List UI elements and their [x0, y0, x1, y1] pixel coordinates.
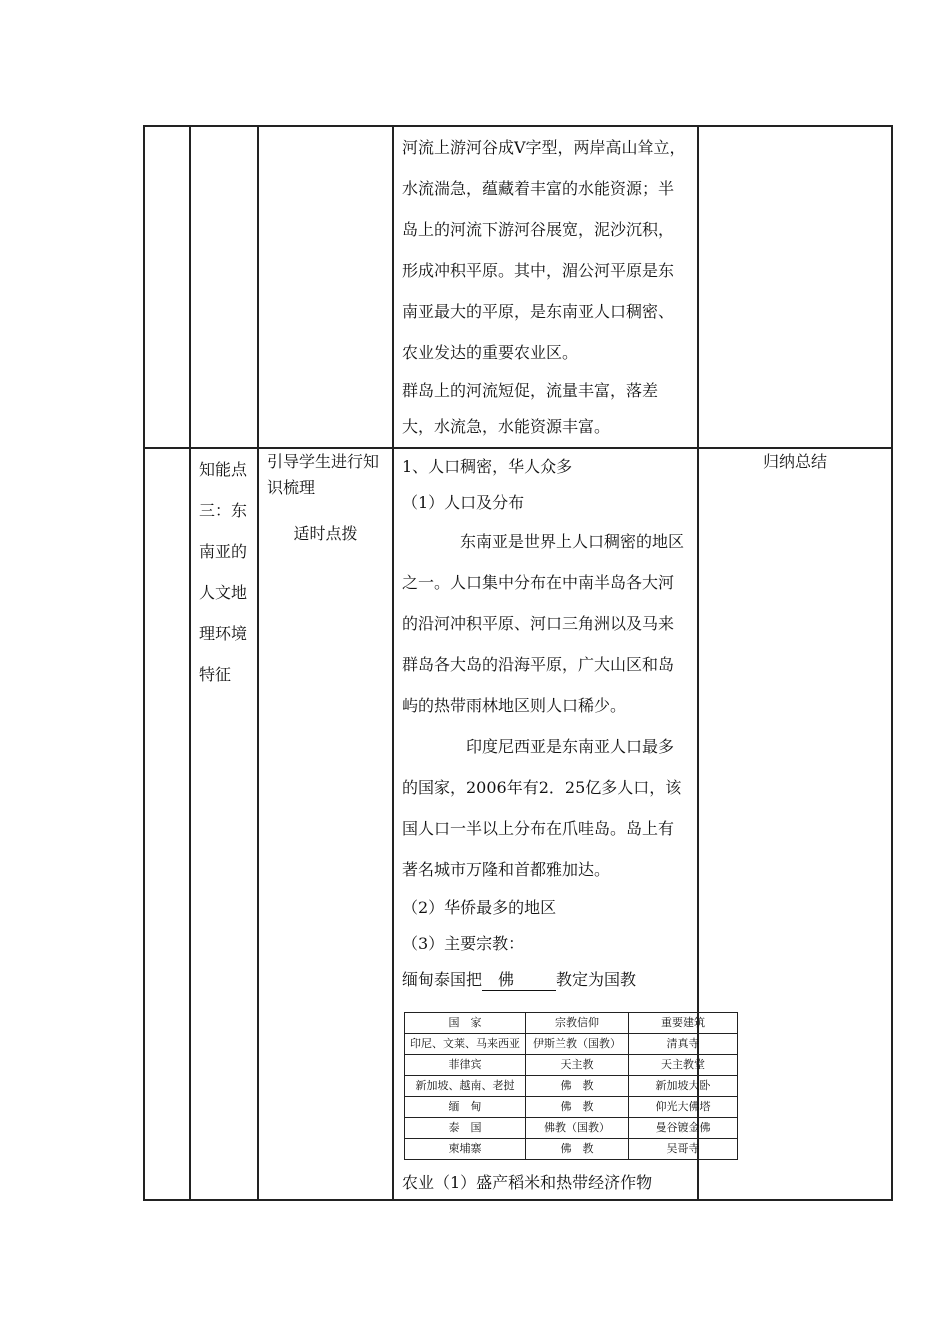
hint-text: 适时点拨	[293, 524, 358, 543]
subheading-overseas-chinese: （2）华侨最多的地区	[402, 898, 557, 917]
heading-population: 1、人口稠密，华人众多	[402, 457, 573, 476]
table-cell: 佛 教	[526, 1097, 629, 1118]
table-row	[405, 1139, 738, 1160]
table-cell: 缅 甸	[405, 1097, 526, 1118]
empty-cell	[144, 126, 190, 448]
table-cell: 柬埔寨	[405, 1139, 526, 1160]
table-row	[405, 1055, 738, 1076]
table-cell: 泰 国	[405, 1118, 526, 1139]
table-cell: 仰光大佛塔	[629, 1097, 738, 1118]
summary-text: 归纳总结	[762, 452, 827, 471]
table-cell: 印尼、文莱、马来西亚	[405, 1034, 526, 1055]
table-cell: 曼谷镀金佛	[629, 1118, 738, 1139]
subheading-religion: （3）主要宗教：	[402, 934, 525, 953]
table-cell: 清真寺	[629, 1034, 738, 1055]
religion-table	[404, 1012, 738, 1160]
table-cell: 新加坡、越南、老挝	[405, 1076, 526, 1097]
paragraph-indonesia: 印度尼西亚是东南亚人口最多的国家，2006年有2．25亿多人口，该国人口一半以上分布在爪哇岛。岛上有著名城市万隆和首都雅加达。	[402, 737, 682, 879]
fill-answer: 佛	[482, 970, 556, 991]
subheading-distribution: （1）人口及分布	[402, 493, 525, 512]
header-country: 国 家	[405, 1013, 526, 1034]
teaching-method-cell	[258, 448, 393, 1200]
table-cell: 菲律宾	[405, 1055, 526, 1076]
paragraph-rivers: 河流上游河谷成Ⅴ字型，两岸高山耸立，水流湍急，蕴藏着丰富的水能资源；半岛上的河流下游河谷展宽，泥沙沉积，形成冲积平原。其中，湄公河平原是东南亚最大的平原，是东南亚人口稠密、农业发达的重要农业区。	[402, 138, 686, 362]
summary-cell	[698, 448, 892, 1200]
table-row	[405, 1076, 738, 1097]
paragraph-island-rivers: 群岛上的河流短促，流量丰富，落差大，水流急，水能资源丰富。	[402, 381, 659, 436]
empty-cell	[190, 126, 258, 448]
agriculture-line: 农业（1）盛产稻米和热带经济作物	[402, 1173, 653, 1192]
guide-text: 引导学生进行知识梳理	[267, 452, 380, 497]
knowledge-point-cell	[190, 448, 258, 1200]
religion-table-image	[404, 1012, 711, 1160]
fill-blank-sentence	[402, 962, 689, 998]
table-cell: 佛 教	[526, 1139, 629, 1160]
table-cell: 天主教	[526, 1055, 629, 1076]
table-cell: 天主教堂	[629, 1055, 738, 1076]
header-building: 重要建筑	[629, 1013, 738, 1034]
empty-cell	[698, 126, 892, 448]
table-cell: 吴哥寺	[629, 1139, 738, 1160]
table-cell: 佛 教	[526, 1076, 629, 1097]
header-religion: 宗教信仰	[526, 1013, 629, 1034]
table-row	[144, 126, 892, 448]
table-row	[144, 448, 892, 1200]
knowledge-point: 知能点三：东南亚的人文地理环境特征	[199, 460, 248, 684]
table-cell: 佛教（国教）	[526, 1118, 629, 1139]
paragraph-population: 东南亚是世界上人口稠密的地区之一。人口集中分布在中南半岛各大河的沿河冲积平原、河口三角洲以及马来群岛各大岛的沿海平原，广大山区和岛屿的热带雨林地区则人口稀少。	[402, 532, 685, 715]
table-cell: 伊斯兰教（国教）	[526, 1034, 629, 1055]
fill-prefix: 缅甸泰国把	[402, 970, 483, 989]
table-row	[405, 1118, 738, 1139]
fill-suffix: 教定为国教	[556, 970, 637, 989]
content-cell	[393, 126, 698, 448]
table-cell: 新加坡大卧	[629, 1076, 738, 1097]
empty-cell	[144, 448, 190, 1200]
table-row	[405, 1034, 738, 1055]
content-cell	[393, 448, 711, 1200]
table-header-row	[405, 1013, 738, 1034]
table-row	[405, 1097, 738, 1118]
lesson-plan-table	[143, 125, 893, 1201]
empty-cell	[258, 126, 393, 448]
